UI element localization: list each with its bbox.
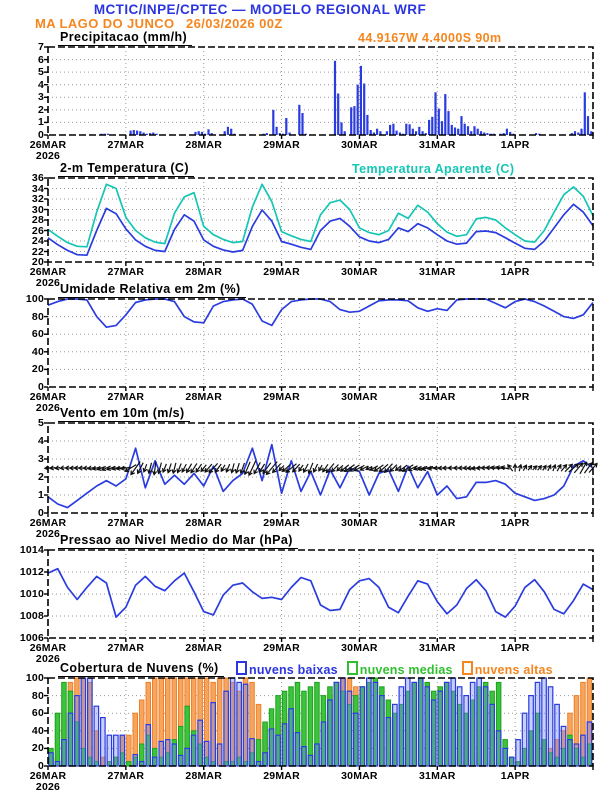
x-tick-label: 1APR <box>500 139 530 151</box>
wind-arrow <box>557 465 561 471</box>
precip-bar <box>350 107 352 135</box>
x-year-label: 2026 <box>35 653 61 665</box>
cloud-bar-baixas <box>457 687 462 766</box>
x-tick-label: 27MAR <box>107 770 145 782</box>
precip-bar <box>447 111 449 135</box>
precip-bar <box>146 134 148 135</box>
precip-bar <box>438 109 440 135</box>
precip-bar <box>467 126 469 135</box>
cloud-bar-baixas <box>172 744 177 766</box>
y-tick-label: 22 <box>31 245 44 258</box>
cloud-bar-baixas <box>120 735 125 766</box>
station-name: MA LAGO DO JUNCO <box>35 16 175 31</box>
cloud-bar-baixas <box>81 678 86 766</box>
y-tick-label: 5 <box>37 417 44 429</box>
cloud-bar-baixas <box>451 678 456 766</box>
cloud-bar-baixas <box>380 696 385 766</box>
y-tick-label: 34 <box>31 182 44 195</box>
x-tick-label: 27MAR <box>107 139 145 151</box>
x-tick-label: 27MAR <box>107 517 145 529</box>
precip-bar <box>107 134 109 135</box>
x-tick-label: 31MAR <box>418 139 456 151</box>
y-tick-label: 0 <box>37 507 44 519</box>
precip-bar <box>366 115 368 135</box>
x-tick-label: 27MAR <box>107 391 145 403</box>
wind-arrow <box>172 463 176 473</box>
y-tick-label: 0 <box>37 760 44 772</box>
x-tick-label: 31MAR <box>418 517 456 529</box>
precip-bar <box>227 127 229 135</box>
x-tick-label: 26MAR <box>29 391 67 403</box>
precip-bar <box>434 92 436 135</box>
precip-bar <box>444 94 446 135</box>
precip-bar <box>266 133 268 135</box>
cloud-bar-baixas <box>230 678 235 766</box>
cloud-bar-baixas <box>548 687 553 766</box>
precip-bar <box>207 129 209 135</box>
y-tick-label: 100 <box>25 672 44 684</box>
temperature-line <box>48 184 593 247</box>
wind-arrow <box>528 466 532 471</box>
precip-bar <box>285 118 287 135</box>
cloud-bar-baixas <box>529 696 534 766</box>
precip-bar <box>405 124 407 135</box>
cloud-bar-baixas <box>490 704 495 766</box>
x-tick-label: 30MAR <box>341 139 378 151</box>
panel-title-pressure: Pressao ao Nivel Medio do Mar (hPa) <box>58 533 298 549</box>
wind-arrow <box>221 465 225 471</box>
y-tick-label: 1 <box>37 116 44 129</box>
cloud-bar-baixas <box>399 687 404 766</box>
x-tick-label: 26MAR <box>29 266 67 278</box>
y-tick-label: 20 <box>31 256 44 268</box>
cloud-bar-baixas <box>94 706 99 766</box>
y-tick-label: 5 <box>37 66 44 79</box>
cloud-bar-baixas <box>302 747 307 766</box>
y-tick-label: 60 <box>31 707 44 720</box>
y-tick-label: 80 <box>31 310 44 323</box>
wind-arrow <box>513 465 517 472</box>
cloud-bar-baixas <box>159 741 164 766</box>
precip-bar <box>454 128 456 136</box>
cloud-bar-baixas <box>477 678 482 766</box>
y-tick-label: 1010 <box>19 588 44 600</box>
cloud-bar-baixas <box>211 703 216 766</box>
x-tick-label: 26MAR <box>29 517 67 529</box>
precip-bar <box>376 129 378 135</box>
cloud-bar-baixas <box>237 682 242 766</box>
y-tick-label: 1008 <box>19 610 44 622</box>
cloud-bar-medias <box>55 713 60 766</box>
x-tick-label: 29MAR <box>263 266 300 278</box>
precip-bar <box>340 122 342 135</box>
y-tick-label: 4 <box>37 435 44 447</box>
wind-arrow <box>177 464 181 473</box>
y-tick-label: 32 <box>31 193 44 205</box>
x-year-label: 2026 <box>35 781 61 792</box>
y-tick-label: 2 <box>37 103 44 116</box>
precip-bar <box>272 110 274 135</box>
x-tick-label: 29MAR <box>263 517 300 529</box>
x-tick-label: 30MAR <box>341 770 378 782</box>
wind-arrow <box>547 465 551 471</box>
y-tick-label: 1 <box>37 489 44 501</box>
precip-bar <box>506 129 508 135</box>
cloud-bar-baixas <box>503 748 508 766</box>
y-tick-label: 20 <box>31 742 44 755</box>
cloud-bar-baixas <box>153 757 158 766</box>
x-tick-label: 31MAR <box>418 770 456 782</box>
precip-bar <box>276 127 278 135</box>
cloud-bar-baixas <box>308 755 313 766</box>
cloud-bar-baixas <box>419 678 424 766</box>
y-tick-label: 60 <box>31 328 44 341</box>
cloud-bar-baixas <box>68 713 73 766</box>
panel-title-temperature: 2-m Temperatura (C) <box>58 161 194 177</box>
y-tick-label: 24 <box>31 235 44 247</box>
wind-arrow <box>552 465 556 471</box>
wind-arrow <box>235 463 239 473</box>
wind-arrow <box>523 465 527 470</box>
wind-arrow <box>304 464 309 472</box>
x-tick-label: 27MAR <box>107 266 145 278</box>
cloud-bar-baixas <box>438 691 443 766</box>
cloud-bar-baixas <box>204 741 209 766</box>
cloud-bar-baixas <box>269 729 274 766</box>
cloud-bar-baixas <box>496 731 501 766</box>
cloud-bar-baixas <box>347 691 352 766</box>
location-label: 44.9167W 4.4000S 90m <box>358 31 502 45</box>
x-tick-label: 28MAR <box>185 139 222 151</box>
cloud-bar-baixas <box>516 740 521 766</box>
x-tick-label: 30MAR <box>341 517 378 529</box>
panel-border <box>48 299 593 387</box>
precip-bar <box>460 116 462 135</box>
cloud-bar-baixas <box>328 700 333 766</box>
cloud-bar-baixas <box>282 724 287 766</box>
cloud-bar-baixas <box>354 713 359 766</box>
cloud-bar-baixas <box>574 744 579 766</box>
wind-arrow <box>182 464 186 472</box>
x-tick-label: 28MAR <box>185 517 222 529</box>
cloud-bar-baixas <box>62 740 66 766</box>
precip-bar <box>357 85 359 135</box>
precip-bar <box>389 125 391 135</box>
wind-arrow <box>167 463 171 472</box>
y-tick-label: 2 <box>37 471 44 483</box>
wind-arrow <box>267 462 278 475</box>
precip-bar <box>428 120 430 135</box>
precip-bar <box>587 116 589 135</box>
wind-line <box>48 445 593 508</box>
panel-border <box>48 47 593 135</box>
cloud-bar-baixas <box>412 682 417 766</box>
x-tick-label: 1APR <box>500 770 530 782</box>
y-tick-label: 0 <box>37 129 44 141</box>
precip-bar <box>337 94 339 136</box>
cloud-bar-baixas <box>88 678 93 766</box>
x-tick-label: 26MAR <box>29 642 67 654</box>
x-tick-label: 31MAR <box>418 266 456 278</box>
x-tick-label: 27MAR <box>107 642 145 654</box>
x-year-label: 2026 <box>35 402 61 414</box>
precip-bar <box>457 129 459 135</box>
wind-arrow <box>319 465 323 471</box>
panel-title-humidity: Umidade Relativa em 2m (%) <box>58 282 246 298</box>
precip-bar <box>486 133 488 135</box>
cloud-bar-baixas <box>263 753 268 766</box>
precip-bar <box>353 106 355 135</box>
x-year-label: 2026 <box>35 528 61 540</box>
precip-bar <box>473 126 475 135</box>
cloud-bar-baixas <box>360 687 365 766</box>
legend-label-mid-clouds: nuvens medias <box>359 663 453 677</box>
y-tick-label: 7 <box>37 41 44 53</box>
y-tick-label: 3 <box>37 91 44 104</box>
wind-arrow <box>542 466 546 471</box>
cloud-bar-baixas <box>133 755 138 766</box>
wind-arrow <box>231 463 235 472</box>
x-tick-label: 1APR <box>500 642 530 654</box>
x-tick-label: 31MAR <box>418 642 456 654</box>
cloud-bar-baixas <box>587 722 592 766</box>
cloud-bar-baixas <box>483 687 488 766</box>
cloud-bar-baixas <box>49 753 54 766</box>
precip-bar <box>441 121 443 135</box>
cloud-bar-baixas <box>166 740 171 766</box>
cloud-bar-baixas <box>535 682 540 766</box>
wind-arrow <box>518 465 522 471</box>
cloud-bar-baixas <box>432 700 437 766</box>
cloud-bar-baixas <box>561 726 566 766</box>
y-tick-label: 40 <box>31 345 44 358</box>
precip-bar <box>464 124 466 135</box>
cloud-bar-medias <box>308 687 313 766</box>
cloud-bar-baixas <box>146 725 151 766</box>
cloud-bar-baixas <box>522 713 527 766</box>
y-tick-label: 0 <box>37 381 44 393</box>
cloud-bar-baixas <box>276 735 281 766</box>
cloud-bar-baixas <box>341 678 346 766</box>
y-tick-label: 20 <box>31 363 44 376</box>
precip-bar <box>580 129 582 135</box>
precip-bar <box>412 129 414 135</box>
wind-arrow <box>538 466 542 470</box>
temperature-line <box>48 204 593 255</box>
cloud-bar-baixas <box>406 678 411 766</box>
cloud-bar-baixas <box>542 678 547 766</box>
wind-arrow <box>508 465 513 471</box>
precip-bar <box>298 105 300 135</box>
cloud-bar-baixas <box>581 735 586 766</box>
cloud-bar-baixas <box>568 740 573 766</box>
precip-bar <box>409 124 411 135</box>
cloud-bar-baixas <box>185 748 190 766</box>
wind-arrow <box>148 463 152 473</box>
y-tick-label: 40 <box>31 724 44 737</box>
cloud-bar-baixas <box>289 709 294 766</box>
cloud-bar-baixas <box>101 718 106 766</box>
cloud-bar-baixas <box>334 682 339 766</box>
y-tick-label: 30 <box>31 203 44 216</box>
x-tick-label: 26MAR <box>29 770 67 782</box>
y-tick-label: 1014 <box>19 544 44 556</box>
cloud-bar-baixas <box>179 755 184 766</box>
cloud-bar-baixas <box>224 691 229 766</box>
precip-bar <box>477 129 479 135</box>
cloud-bar-baixas <box>217 744 222 766</box>
precip-bar <box>418 127 420 135</box>
cloud-bar-baixas <box>373 682 378 766</box>
y-tick-label: 3 <box>37 453 44 465</box>
cloud-bar-baixas <box>295 733 300 766</box>
cloud-bar-baixas <box>243 684 248 766</box>
y-tick-label: 1012 <box>19 566 44 578</box>
run-datetime: 26/03/2026 00Z <box>186 16 283 31</box>
cloud-bar-baixas <box>75 696 80 766</box>
wind-arrow <box>143 464 147 472</box>
cloud-bar-baixas <box>321 722 326 766</box>
cloud-bar-baixas <box>107 735 112 766</box>
precip-bar <box>451 125 453 135</box>
y-tick-label: 36 <box>31 172 44 184</box>
y-tick-label: 80 <box>31 689 44 702</box>
x-year-label: 2026 <box>35 277 61 289</box>
cloud-bar-baixas <box>198 720 203 766</box>
wind-arrow <box>308 463 313 473</box>
precip-bar <box>363 84 365 136</box>
cloud-bar-baixas <box>509 757 514 766</box>
cloud-bar-baixas <box>464 696 469 766</box>
x-tick-label: 29MAR <box>263 139 300 151</box>
wind-arrow <box>163 464 167 472</box>
x-tick-label: 29MAR <box>263 391 300 403</box>
wind-arrow <box>299 465 303 471</box>
wind-arrow <box>50 466 56 470</box>
cloud-bar-baixas <box>315 744 320 766</box>
cloud-bar-baixas <box>555 704 560 766</box>
precip-bar <box>230 129 232 135</box>
y-tick-label: 1006 <box>19 632 44 644</box>
precip-bar <box>392 124 394 135</box>
x-tick-label: 28MAR <box>185 391 222 403</box>
x-tick-label: 31MAR <box>418 391 456 403</box>
x-tick-label: 28MAR <box>185 642 222 654</box>
y-tick-label: 4 <box>37 78 44 91</box>
x-tick-label: 28MAR <box>185 770 222 782</box>
y-tick-label: 100 <box>25 293 44 305</box>
wind-arrow <box>533 466 537 470</box>
x-tick-label: 29MAR <box>263 642 300 654</box>
humidity-line <box>48 299 593 327</box>
cloud-bar-baixas <box>386 718 391 766</box>
legend-label-low-clouds: nuvens baixas <box>249 663 338 677</box>
panel-title-precipitation: Precipitacao (mm/h) <box>58 30 192 46</box>
precip-bar <box>386 131 388 135</box>
cloud-bar-baixas <box>367 678 372 766</box>
wind-arrow <box>226 464 230 472</box>
cloud-bar-baixas <box>445 682 450 766</box>
precip-bar <box>136 131 138 135</box>
x-tick-label: 30MAR <box>341 642 378 654</box>
y-tick-label: 28 <box>31 214 44 226</box>
y-tick-label: 6 <box>37 53 44 66</box>
cloud-bar-baixas <box>425 687 430 766</box>
panel-title-wind: Vento em 10m (m/s) <box>58 406 190 422</box>
panel-title-clouds: Cobertura de Nuvens (%) <box>58 661 224 677</box>
x-tick-label: 1APR <box>500 391 530 403</box>
x-tick-label: 30MAR <box>341 266 378 278</box>
cloud-bar-baixas <box>470 682 475 766</box>
precip-bar <box>301 113 303 135</box>
x-tick-label: 1APR <box>500 266 530 278</box>
legend-label-high-clouds: nuvens altas <box>474 663 553 677</box>
precip-bar <box>334 61 336 135</box>
apparent-temperature-label: Temperatura Aparente (C) <box>352 162 515 176</box>
wind-arrow <box>60 466 64 470</box>
x-tick-label: 1APR <box>500 517 530 529</box>
wind-arrow <box>313 464 317 472</box>
precip-bar <box>360 66 362 135</box>
precip-bar <box>584 92 586 135</box>
pressure-line <box>48 569 593 617</box>
model-header-title: MCTIC/INPE/CPTEC — MODELO REGIONAL WRF <box>93 2 427 17</box>
x-tick-label: 26MAR <box>29 139 67 151</box>
precip-bar <box>431 117 433 135</box>
cloud-bar-baixas <box>250 739 255 766</box>
y-tick-label: 26 <box>31 224 44 237</box>
x-tick-label: 30MAR <box>341 391 378 403</box>
wind-arrow <box>55 466 60 470</box>
cloud-bar-baixas <box>191 735 196 766</box>
x-tick-label: 29MAR <box>263 770 300 782</box>
cloud-bar-baixas <box>114 735 119 766</box>
x-tick-label: 28MAR <box>185 266 222 278</box>
x-year-label: 2026 <box>35 150 61 162</box>
cloud-bar-baixas <box>393 704 398 766</box>
